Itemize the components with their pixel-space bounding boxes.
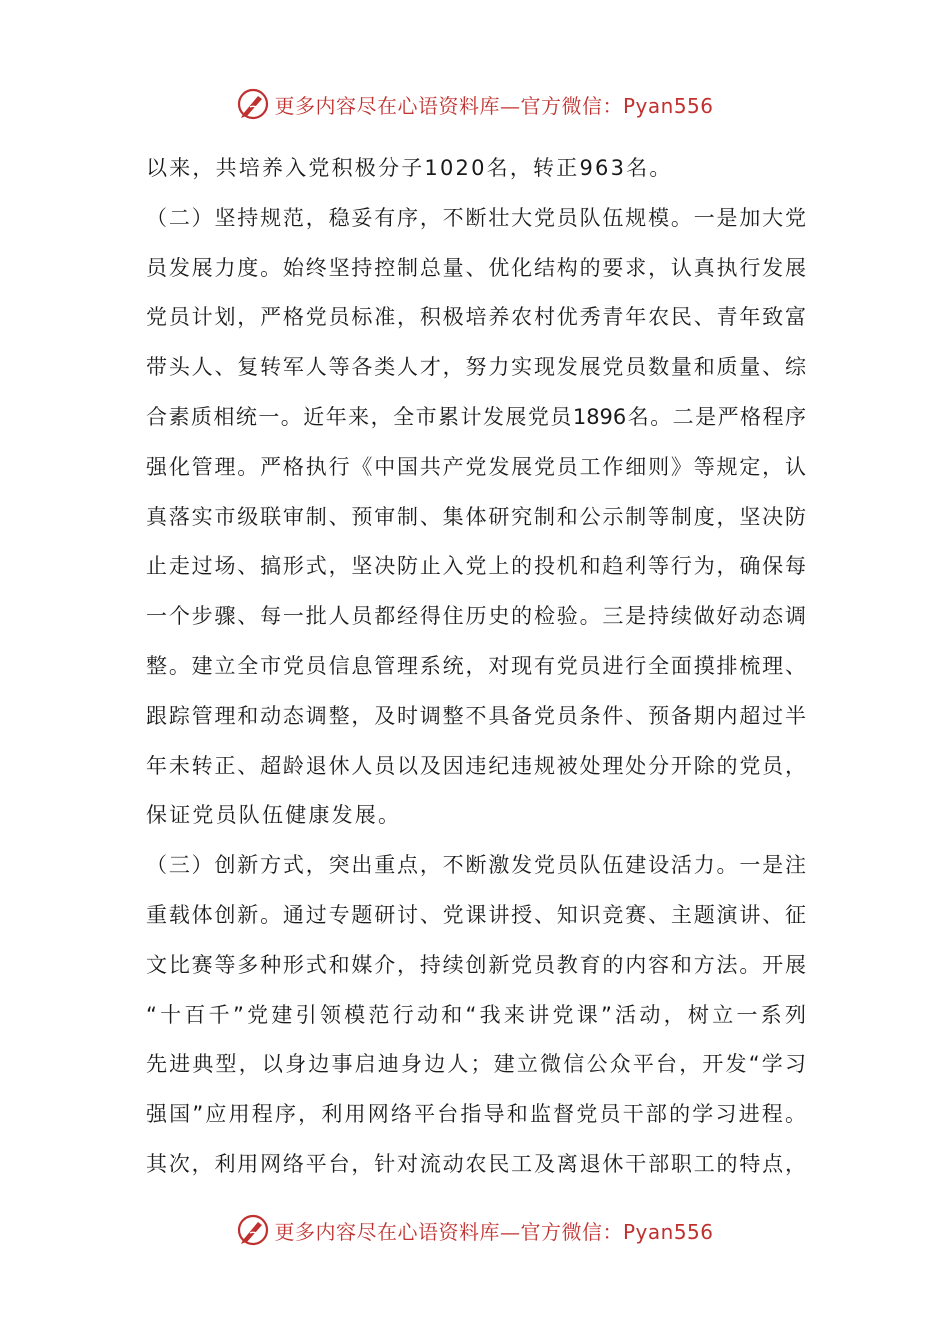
body-line: （二）坚持规范，稳妥有序，不断壮大党员队伍规模。一是加大党 — [146, 205, 806, 230]
header-banner-text: 更多内容尽在心语资料库—官方微信：Pyan556 — [274, 93, 714, 118]
body-line: 强国”应用程序，利用网络平台指导和监督党员干部的学习进程。 — [146, 1102, 806, 1127]
body-line: 一个步骤、每一批人员都经得住历史的检验。三是持续做好动态调 — [146, 604, 806, 629]
body-line: 合素质相统一。近年来，全市累计发展党员1896名。二是严格程序 — [146, 404, 806, 429]
header-wechat-id: Pyan556 — [622, 93, 714, 118]
body-line: 员发展力度。始终坚持控制总量、优化结构的要求，认真执行发展 — [146, 255, 806, 280]
footer-banner-text: 更多内容尽在心语资料库—官方微信：Pyan556 — [274, 1219, 714, 1244]
footer-wechat-id: Pyan556 — [622, 1219, 714, 1244]
body-line: 党员计划，严格党员标准，积极培养农村优秀青年农民、青年致富 — [146, 305, 806, 330]
body-line: 年未转正、超龄退休人员以及因违纪违规被处理处分开除的党员， — [146, 753, 806, 778]
document-body — [146, 144, 806, 1190]
pen-logo-icon — [236, 87, 270, 121]
body-line: 跟踪管理和动态调整，及时调整不具备党员条件、预备期内超过半 — [146, 703, 806, 728]
body-line: 文比赛等多种形式和媒介，持续创新党员教育的内容和方法。开展 — [146, 952, 806, 977]
pen-logo-icon — [236, 1213, 270, 1247]
body-line: 重载体创新。通过专题研讨、党课讲授、知识竞赛、主题演讲、征 — [146, 902, 806, 927]
body-line: 以来，共培养入党积极分子1020名，转正963名。 — [146, 156, 673, 180]
body-line: 其次，利用网络平台，针对流动农民工及离退休干部职工的特点， — [146, 1151, 806, 1176]
body-line: 强化管理。严格执行《中国共产党发展党员工作细则》等规定，认 — [146, 454, 806, 479]
body-line: 保证党员队伍健康发展。 — [146, 803, 402, 828]
body-line: （三）创新方式，突出重点，不断激发党员队伍建设活力。一是注 — [146, 853, 806, 878]
body-line: 真落实市级联审制、预审制、集体研究制和公示制等制度，坚决防 — [146, 504, 806, 529]
body-line: 先进典型，以身边事启迪身边人；建立微信公众平台，开发“学习 — [146, 1052, 806, 1077]
body-line: 整。建立全市党员信息管理系统，对现有党员进行全面摸排梳理、 — [146, 653, 806, 678]
body-line: “十百千”党建引领模范行动和“我来讲党课”活动，树立一系列 — [146, 1002, 806, 1027]
body-line: 带头人、复转军人等各类人才，努力实现发展党员数量和质量、综 — [146, 355, 806, 380]
footer-banner — [0, 1210, 950, 1250]
body-line: 止走过场、搞形式，坚决防止入党上的投机和趋利等行为，确保每 — [146, 554, 806, 579]
header-banner — [0, 84, 950, 124]
